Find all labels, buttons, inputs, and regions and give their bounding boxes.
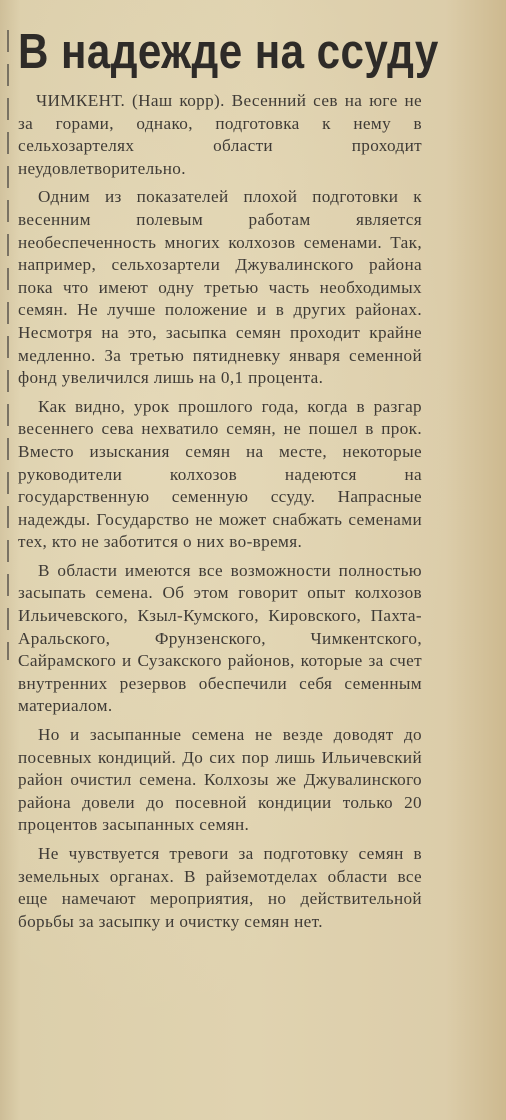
article-paragraph-3: Как видно, урок прошлого года, когда в разгар весеннего сева нехватило семян, не пошел в прок. Вместо изыскания семян на месте, некоторые руководители колхозов надеются на государственную семенную ссуду. Напрасные надежды. Государство не может снабжать семенами тех, кто не заботится о них во-время. — [18, 396, 422, 552]
article-paragraph-5: Но и засыпанные семена не везде доводят до посевных кондиций. До сих пор лишь Ильичевский район очистил семена. Колхозы же Джувалинского района довели до посевной кондиции только 20 процентов засыпанных семян. — [18, 725, 422, 835]
article-paragraph-1: ЧИМКЕНТ. (Наш корр). Весенний сев на юге не за горами, однако, подготовка к нему в сельхозартелях области проходит неудовлетворительно. — [18, 91, 422, 178]
column-rule — [7, 30, 9, 660]
article — [18, 24, 439, 939]
article-headline: В надежде на ссуду — [18, 25, 439, 79]
article-paragraph-4: В области имеются все возможности полностью засыпать семена. Об этом говорит опыт колхозов Ильичевского, Кзыл-Кумского, Кировского, Пахта-Аральского, Фрунзенского, Чимкентского, Сайрамского и Сузакского районов, которые за счет внутренних резервов обеспечили себя семенным материалом. — [18, 560, 422, 716]
article-paragraph-2: Одним из показателей плохой подготовки к весенним полевым работам является необеспеченность многих колхозов семенами. Так, например, сельхозартели Джувалинского района пока что имеют одну третью часть необходимых семян. Не лучше положение и в других районах. Несмотря на это, засыпка семян проходит крайне медленно. За третью пятидневку января семенной фонд увеличился лишь на 0,1 процента. — [18, 187, 422, 388]
article-paragraph-6: Не чувствуется тревоги за подготовку семян в земельных органах. В райземотделах области все еще намечают мероприятия, но действительной борьбы за засыпку и очистку семян нет. — [18, 844, 422, 931]
